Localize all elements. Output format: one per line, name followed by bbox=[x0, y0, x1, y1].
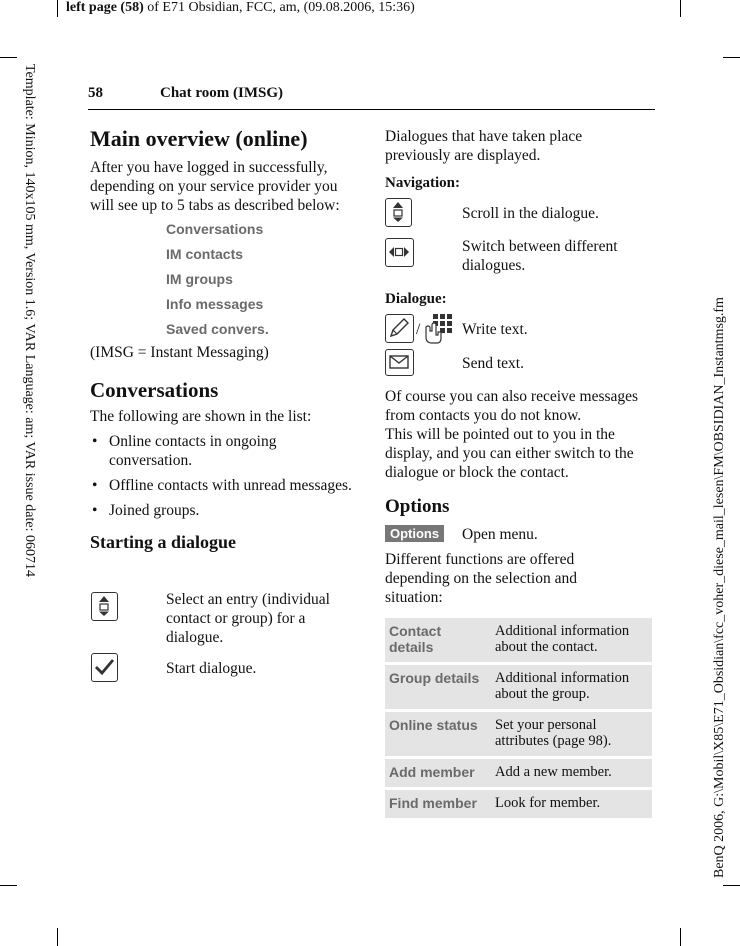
print-header: left page (58) of E71 Obsidian, FCC, am, (09.08.2006, 15:36) bbox=[66, 0, 415, 15]
tab-im-groups: IM groups bbox=[166, 271, 233, 287]
open-menu-text: Open menu. bbox=[462, 526, 538, 543]
start-dialogue-text: Start dialogue. bbox=[166, 660, 257, 677]
option-key: Add member bbox=[385, 759, 491, 787]
scroll-dialogue-text: Scroll in the dialogue. bbox=[462, 205, 599, 222]
option-key: Contact details bbox=[385, 618, 491, 662]
tab-info-messages: Info messages bbox=[166, 296, 264, 312]
option-value: Add a new member. bbox=[491, 759, 652, 787]
up-down-nav-icon bbox=[91, 592, 118, 621]
crop-mark bbox=[0, 885, 17, 886]
receive-text: Of course you can also receive messages from contacts you do not know. bbox=[385, 388, 639, 424]
options-softkey: Options bbox=[385, 525, 444, 543]
navigation-label: Navigation: bbox=[385, 175, 460, 191]
options-heading: Options bbox=[385, 496, 450, 517]
starting-dialogue-heading: Starting a dialogue bbox=[90, 532, 237, 552]
switch-dialogues-text: Switch between different dialogues. bbox=[462, 238, 618, 274]
crop-mark bbox=[723, 57, 740, 58]
crop-mark bbox=[723, 885, 740, 886]
list-item: • Online contacts in ongoing conversation. bbox=[90, 432, 355, 470]
up-down-nav-icon bbox=[385, 198, 412, 227]
envelope-icon bbox=[385, 349, 414, 376]
crop-mark bbox=[680, 928, 681, 946]
list-item: • Joined groups. bbox=[90, 501, 355, 520]
tab-saved-convers: Saved convers. bbox=[166, 321, 269, 337]
keypad-hand-icon bbox=[424, 313, 454, 345]
crop-mark bbox=[57, 928, 58, 946]
conversations-list bbox=[90, 432, 355, 520]
option-value: Additional information about the group. bbox=[491, 665, 652, 709]
tab-conversations: Conversations bbox=[166, 221, 264, 237]
conversations-heading: Conversations bbox=[90, 378, 219, 402]
tab-im-contacts: IM contacts bbox=[166, 246, 244, 262]
tab-list bbox=[166, 221, 355, 346]
conversations-intro: The following are shown in the list: bbox=[90, 408, 312, 425]
page-number: 58 bbox=[88, 85, 103, 101]
options-table bbox=[385, 615, 652, 821]
running-head: Chat room (IMSG) bbox=[160, 85, 284, 101]
option-key: Find member bbox=[385, 790, 491, 818]
left-right-nav-icon bbox=[385, 238, 414, 267]
table-row bbox=[385, 790, 652, 818]
side-template-info: Template: Minion, 140x105 mm, Version 1.6; VAR Language: am; VAR issue date: 060714 bbox=[22, 64, 37, 577]
write-text: Write text. bbox=[462, 321, 528, 338]
dialogue-label: Dialogue: bbox=[385, 291, 447, 307]
pointed-text: This will be pointed out to you in the display, and you can either switch to the dialogue or block the contact. bbox=[385, 426, 634, 481]
crop-mark bbox=[0, 57, 17, 58]
table-row bbox=[385, 665, 652, 709]
send-text: Send text. bbox=[462, 355, 524, 372]
options-intro: Different functions are offered depending on the selection and situation: bbox=[385, 551, 577, 606]
table-row bbox=[385, 618, 652, 662]
dialogues-text: Dialogues that have taken place previously are displayed. bbox=[385, 128, 583, 164]
main-heading: Main overview (online) bbox=[90, 126, 308, 151]
table-row bbox=[385, 712, 652, 756]
intro-text: After you have logged in successfully, depending on your service provider you will see up to 5 tabs as described below: bbox=[90, 159, 340, 214]
crop-mark bbox=[57, 0, 58, 17]
option-key: Online status bbox=[385, 712, 491, 756]
checkmark-key-icon bbox=[91, 653, 118, 682]
select-entry-text: Select an entry (individual contact or group) for a dialogue. bbox=[166, 591, 330, 646]
list-item: • Offline contacts with unread messages. bbox=[90, 476, 355, 495]
left-column bbox=[90, 126, 355, 553]
side-file-path: BenQ 2006, G:\Mobil\X85\E71_Obsidian\fcc_voher_diese_mail_lesen\FM\OBSIDIAN_Instantmsg.fm bbox=[712, 297, 727, 878]
write-separator: / bbox=[416, 321, 421, 338]
header-rule bbox=[88, 109, 655, 110]
pencil-key-icon bbox=[385, 314, 414, 343]
option-value: Look for member. bbox=[491, 790, 652, 818]
option-key: Group details bbox=[385, 665, 491, 709]
table-row bbox=[385, 759, 652, 787]
option-value: Additional information about the contact. bbox=[491, 618, 652, 662]
imsg-note: (IMSG = Instant Messaging) bbox=[90, 344, 269, 361]
option-value: Set your personal attributes (page 98). bbox=[491, 712, 652, 756]
crop-mark bbox=[680, 0, 681, 17]
